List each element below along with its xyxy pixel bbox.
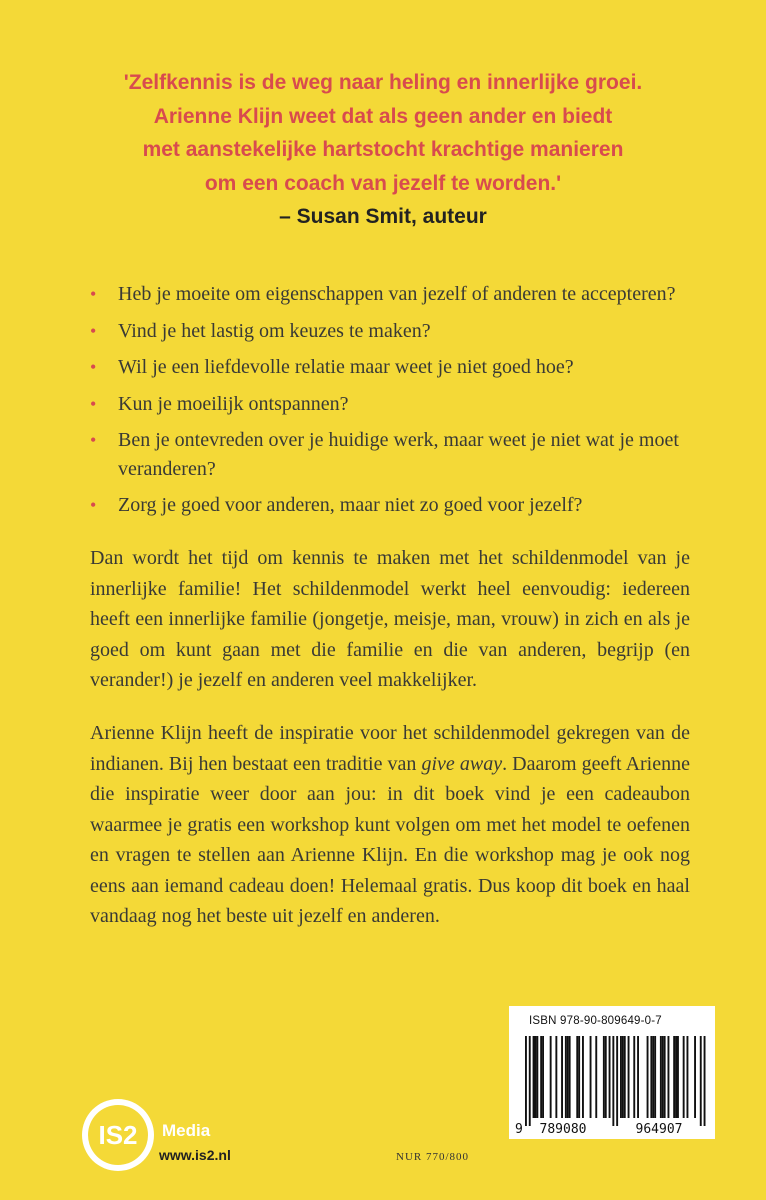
offer-text: Arienne Klijn heeft de inspiratie voor het schildenmodel gekregen van de indianen. Bij hen bestaat een traditie van	[90, 722, 690, 775]
barcode-bar	[590, 1036, 592, 1118]
question-item: • Wil je een liefdevolle relatie maar weet je niet goed hoe?	[90, 353, 690, 382]
barcode-bar	[633, 1036, 635, 1118]
barcode-bar	[662, 1036, 664, 1118]
barcode-bar	[687, 1036, 689, 1118]
barcode-panel	[509, 1006, 715, 1139]
intro-paragraph: Dan wordt het tijd om kennis te maken met het schildenmodel van je innerlijke familie! Het schildenmodel werkt heel eenvoudig: iedereen heeft een innerlijke familie (jongetje, meisje, man, vrouw) in zich en als je goed om kunt gaan met die familie en die van anderen, begrijp (en verander!) je jezelf en anderen veel makkelijker.	[90, 547, 690, 691]
question-item: • Heb je moeite om eigenschappen van jezelf of anderen te accepteren?	[90, 280, 690, 309]
logo-text: IS2	[98, 1120, 138, 1150]
barcode-bar	[582, 1036, 584, 1118]
barcode-bar	[650, 1036, 652, 1118]
barcode-bar	[567, 1036, 569, 1118]
barcode-bar	[595, 1036, 597, 1118]
publisher-website: www.is2.nl	[159, 1147, 231, 1163]
question-item: • Kun je moeilijk ontspannen?	[90, 390, 690, 419]
barcode-bar	[652, 1036, 654, 1118]
barcode-bar	[550, 1036, 552, 1118]
barcode-bar	[542, 1036, 544, 1118]
offer-paragraph	[90, 718, 690, 932]
question-item: • Ben je ontevreden over je huidige werk, maar weet je niet wat je moet veranderen?	[90, 426, 690, 483]
offer-text: . Daarom geeft Arienne die inspiratie weer door aan jou: in dit boek vind je een cadeaubon waarmee je gratis een workshop kunt volgen om met het model te oefenen en vragen te stellen aan Arienne Klijn. En die workshop mag je ook nog eens aan iemand cadeau doen! Helemaal gratis. Dus koop dit boek en haal vandaag nog het beste uit jezelf en anderen.	[90, 752, 690, 927]
barcode-bar	[605, 1036, 607, 1118]
barcode-bar	[700, 1036, 702, 1126]
barcode-bar	[673, 1036, 675, 1118]
barcode-bar	[694, 1036, 696, 1118]
barcode-bar	[612, 1036, 614, 1126]
barcode	[509, 1006, 715, 1139]
quote-attribution: – Susan Smit, auteur	[279, 205, 487, 228]
barcode-bar	[540, 1036, 542, 1118]
barcode-bar	[677, 1036, 679, 1118]
barcode-bar	[533, 1036, 535, 1118]
barcode-bar	[620, 1036, 622, 1118]
barcode-bar	[668, 1036, 670, 1118]
barcode-bar	[565, 1036, 567, 1118]
publisher-label: Media	[162, 1121, 211, 1140]
barcode-bar	[664, 1036, 666, 1118]
quote-line: om een coach van jezelf te worden.'	[204, 171, 562, 195]
barcode-bar	[578, 1036, 580, 1118]
barcode-bar	[637, 1036, 639, 1118]
barcode-bar	[569, 1036, 571, 1118]
barcode-bar	[576, 1036, 578, 1118]
barcode-bar	[628, 1036, 630, 1118]
barcode-digit-prefix: 9	[515, 1122, 523, 1137]
barcode-digits-right: 964907	[635, 1122, 683, 1137]
testimonial-quote	[60, 66, 706, 234]
quote-line: Arienne Klijn weet dat als geen ander en biedt	[153, 104, 613, 128]
barcode-bar	[609, 1036, 611, 1118]
barcode-bar	[647, 1036, 649, 1118]
barcode-bar	[535, 1036, 537, 1118]
barcode-bar	[683, 1036, 685, 1118]
quote-line: met aanstekelijke hartstocht krachtige manieren	[142, 138, 624, 161]
nur-code: NUR 770/800	[396, 1151, 470, 1163]
question-list	[90, 280, 690, 528]
barcode-bar	[616, 1036, 618, 1126]
barcode-bar	[536, 1036, 538, 1118]
isbn-label: ISBN 978-90-809649-0-7	[529, 1015, 662, 1027]
barcode-bar	[704, 1036, 706, 1126]
offer-emphasis: give away	[421, 752, 503, 775]
question-item: • Zorg je goed voor anderen, maar niet zo goed voor jezelf?	[90, 491, 690, 520]
barcode-digits-left: 789080	[539, 1122, 587, 1137]
barcode-bar	[675, 1036, 677, 1118]
barcode-bar	[660, 1036, 662, 1118]
barcode-bar	[561, 1036, 563, 1118]
barcode-bar	[525, 1036, 527, 1126]
question-item: • Vind je het lastig om keuzes te maken?	[90, 317, 690, 346]
barcode-bar	[555, 1036, 557, 1118]
quote-line: 'Zelfkennis is de weg naar heling en innerlijke groei.	[123, 71, 643, 94]
barcode-bar	[529, 1036, 531, 1126]
barcode-bar	[622, 1036, 624, 1118]
barcode-bar	[624, 1036, 626, 1118]
barcode-bar	[603, 1036, 605, 1118]
barcode-bar	[654, 1036, 656, 1118]
is2-logo	[78, 1095, 158, 1175]
